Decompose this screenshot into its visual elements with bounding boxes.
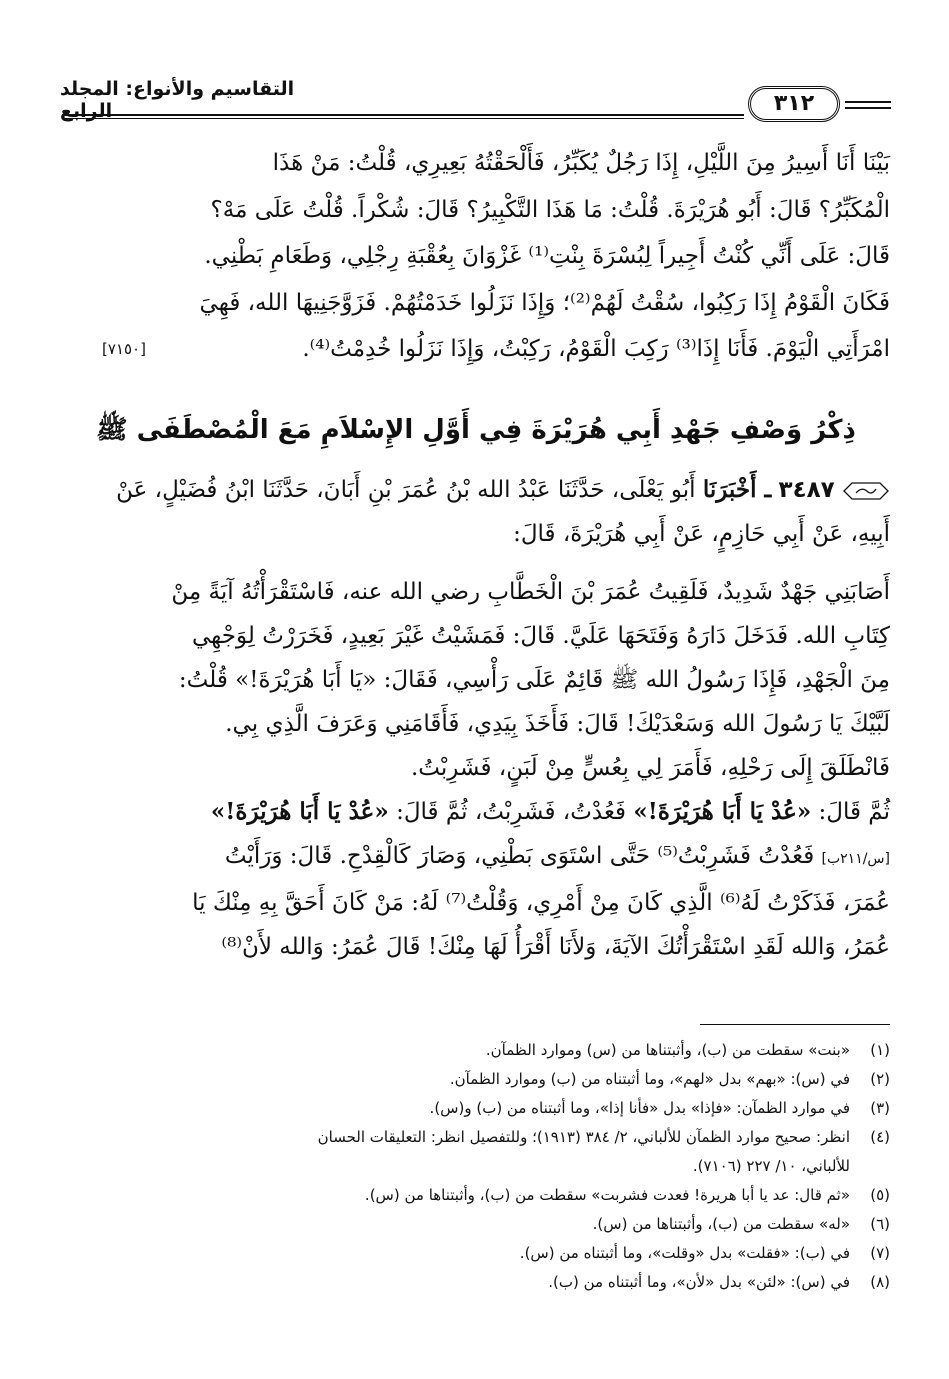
footnote-text: «ثم قال: عد يا أبا هريرة! فعدت فشربت» سقطت من (ب)، وأثبتناها من (س). xyxy=(364,1186,850,1204)
reference-number: [٧١٥٠] xyxy=(102,340,146,358)
footnote-text: في (ب): «فقلت» بدل «وقلت»، وما أثبتناه من (س). xyxy=(519,1244,850,1262)
isnad-line xyxy=(62,468,890,512)
footnote-text: انظر: صحيح موارد الظمآن للألباني، ٢/ ٣٨٤ (١٩١٣)؛ وللتفصيل انظر: التعليقات الحسان xyxy=(317,1128,850,1146)
text-segment: فَعُدْتُ، فَشَرِبْتُ، ثُمَّ قَالَ: xyxy=(396,799,627,825)
text-line: قَالَ: عَلَى أَنِّي كُنْتُ أَجِيراً لِبُسْرَةَ بِنْتِ⁽¹⁾ غَزْوَانَ بِعُقْبَةِ رِجْلِي، وَطَعَامِ بَطْنِي. xyxy=(204,243,890,269)
footnote xyxy=(62,1123,890,1181)
footnote xyxy=(62,1181,890,1210)
text-line: أَصَابَنِي جَهْدٌ شَدِيدٌ، فَلَقِيتُ عُمَرَ بْنَ الْخَطَّابِ رضي الله عنه، فَاسْتَقْرَأْتُهُ آيَةً مِنْ xyxy=(171,579,890,605)
isnad-line: أَبِيهِ، عَنْ أَبِي حَازِمٍ، عَنْ أَبِي هُرَيْرَةَ، قَالَ: xyxy=(513,521,890,547)
header-ornament-line xyxy=(845,101,891,103)
footnote-number: (٤) xyxy=(870,1128,890,1146)
text-line xyxy=(62,790,890,834)
footnote xyxy=(62,1210,890,1239)
quoted-speech: «عُدْ يَا أَبَا هُرَيْرَةَ!» xyxy=(633,798,812,825)
footnote-number: (٦) xyxy=(870,1215,890,1233)
footnote-text-continued: للألباني، ١٠/ ٢٢٧ (٧١٠٦). xyxy=(692,1157,850,1175)
section-heading: ذِكْرُ وَصْفِ جَهْدِ أَبِي هُرَيْرَةَ فِي أَوَّلِ الإِسْلاَمِ مَعَ الْمُصْطَفَى ﷺ xyxy=(96,415,856,445)
text-line: الْمُكَبِّرُ؟ قَالَ: أَبُو هُرَيْرَةَ. قُلْتُ: مَا هَذَا التَّكْبِيرُ؟ قَالَ: شُكْراً. قُلْتُ عَلَى مَهْ؟ xyxy=(210,196,890,223)
footnote xyxy=(62,1239,890,1268)
header-rule xyxy=(62,118,744,119)
isnad-text: أَبُو يَعْلَى، حَدَّثَنَا عَبْدُ الله بْنُ عُمَرَ بْنِ أَبَانَ، حَدَّثَنَا ابْنُ فُضَيْلٍ، عَنْ xyxy=(116,477,696,503)
footnote xyxy=(62,1036,890,1065)
footnote-number: (٣) xyxy=(870,1099,890,1117)
footnote-text: في موارد الظمآن: «فإذا» بدل «فأنا إذا»، وما أثبتناه من (ب) و(س). xyxy=(429,1099,850,1117)
text-line xyxy=(62,326,890,373)
text-line: عُمَرَ، فَذَكَرْتُ لَهُ⁽⁶⁾ الَّذِي كَانَ مِنْ أَمْرِي، وَقُلْتُ⁽⁷⁾ لَهُ: مَنْ كَانَ أَحَقَّ بِهِ مِنْكَ يَا xyxy=(192,890,890,916)
text-segment: ثُمَّ قَالَ: xyxy=(818,799,890,825)
footnote xyxy=(62,1065,890,1094)
footnote-text-multiline xyxy=(62,1123,850,1181)
manuscript-marker: [س/٢١١ب] xyxy=(821,851,890,867)
footnote xyxy=(62,1268,890,1297)
footnote-text: «بنت» سقطت من (ب)، وأثبتناها من (س) وموارد الظمآن. xyxy=(485,1041,850,1059)
quoted-speech: «عُدْ يَا أَبَا هُرَيْرَةَ!» xyxy=(210,798,389,825)
text-line: بَيْنَا أَنَا أَسِيرُ مِنَ اللَّيْلِ، إِذَا رَجُلٌ يُكَبِّرُ، فَأَلْحَقْتُهُ بَعِيرِي، قُلْتُ: مَنْ هَذَا xyxy=(272,150,890,176)
text-line-content: امْرَأَتِي الْيَوْمَ. فَأَنَا إِذَا⁽³⁾ رَكِبَ الْقَوْمُ، رَكِبْتُ، وَإِذَا نَزَلُوا خُدِمْتُ⁽⁴⁾. xyxy=(302,336,890,362)
text-line: لَبَّيْكَ يَا رَسُولَ الله وَسَعْدَيْكَ! قَالَ: فَأَخَذَ بِيَدِي، فَأَقَامَنِي وَعَرَفَ الَّذِي بِي. xyxy=(225,711,890,737)
intro-text xyxy=(62,140,890,373)
footnote-number: (٧) xyxy=(870,1244,890,1262)
text-line: فَكَانَ الْقَوْمُ إِذَا رَكِبُوا، سُقْتُ لَهُمْ⁽²⁾؛ وَإِذَا نَزَلُوا خَدَمْتُهُمْ. فَزَوَّجَنِيهَا الله، فَهِيَ xyxy=(199,289,890,316)
text-line: مِنَ الْجَهْدِ، فَإِذَا رَسُولُ الله ﷺ قَائِمٌ عَلَى رَأْسِي، فَقَالَ: «يَا أَبَا هُرَيْرَةَ!» قُلْتُ: xyxy=(178,667,890,693)
footnote-text: في (س): «لئن» بدل «لأن»، وما أثبتناه من (ب). xyxy=(548,1273,850,1291)
footnote-number: (٥) xyxy=(870,1186,890,1204)
footnote xyxy=(62,1094,890,1123)
footnote-number: (٨) xyxy=(870,1273,890,1291)
khabar-icon xyxy=(842,480,890,502)
footnotes xyxy=(62,1036,890,1297)
running-title: التقاسيم والأنواع: المجلد الرابع xyxy=(60,78,295,122)
footnote-number: (٢) xyxy=(870,1070,890,1088)
header-ornament-line xyxy=(845,107,891,109)
hadith-number: ٣٤٨٧ xyxy=(778,477,835,503)
hadith-text xyxy=(62,468,890,969)
paragraph-gap xyxy=(62,556,890,570)
header-rule xyxy=(62,114,744,116)
text-line xyxy=(62,834,890,881)
text-segment: فَعُدْتُ فَشَرِبْتُ⁽⁵⁾ حَتَّى اسْتَوَى بَطْنِي، وَصَارَ كَالْقِدْحِ. قَالَ: وَرَأَيْتُ xyxy=(224,843,815,869)
text-line: كِتَابِ الله. فَدَخَلَ دَارَهُ وَفَتَحَهَا عَلَيَّ. قَالَ: فَمَشَيْتُ غَيْرَ بَعِيدٍ، فَخَرَرْتُ لِوَجْهِي xyxy=(192,623,890,649)
text-line: فَانْطَلَقَ إِلَى رَحْلِهِ، فَأَمَرَ لِي بِعُسٍّ مِنْ لَبَنٍ، فَشَرِبْتُ. xyxy=(410,755,890,781)
footnote-text: في (س): «بهم» بدل «لهم»، وما أثبتناه من (ب) وموارد الظمآن. xyxy=(449,1070,850,1088)
footnote-separator xyxy=(700,1024,890,1025)
footnote-number: (١) xyxy=(870,1041,890,1059)
footnote-text: «له» سقطت من (ب)، وأثبتناها من (س). xyxy=(592,1215,850,1233)
text-line: عُمَرُ، وَالله لَقَدِ اسْتَقْرَأْتُكَ الآيَةَ، وَلأَنَا أَقْرَأُ لَهَا مِنْكَ! قَالَ عُمَرُ: وَالله لأَنْ⁽⁸⁾ xyxy=(221,934,890,960)
akhbarana-label: ـ أَخْبَرَنَا xyxy=(702,476,772,503)
page-number: ٣١٢ xyxy=(748,86,840,122)
